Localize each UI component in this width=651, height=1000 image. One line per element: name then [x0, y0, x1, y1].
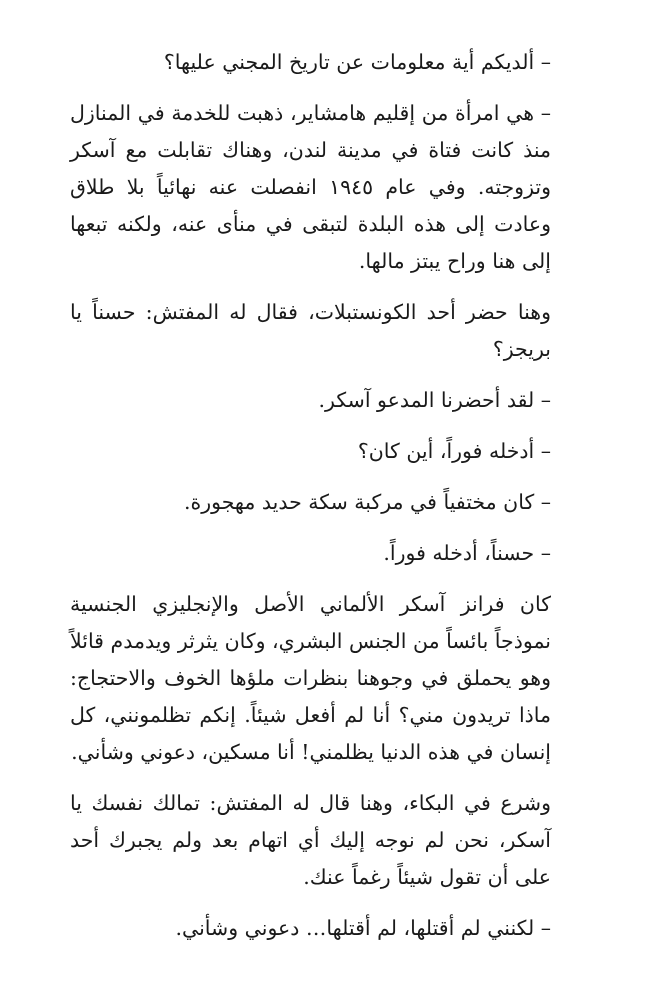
book-page — [70, 44, 587, 980]
narrative-paragraph: كان فرانز آسكر الألماني الأصل والإنجليزي الجنسية نموذجاً بائساً من الجنس البشري، وكان يثرثر ويدمدم قائلاً وهو يحملق في وجوهنا بنظرات ملؤها الخوف والاحتجاج: ماذا تريدون مني؟ أنا لم أفعل شيئاً. إنكم تظلمونني، كل إنسان في هذه الدنيا يظلمني! أنا مسكين، دعوني وشأني. — [70, 592, 551, 764]
dialog-paragraph: – لقد أحضرنا المدعو آسكر. — [318, 388, 551, 412]
dialog-paragraph: – كان مختفياً في مركبة سكة حديد مهجورة. — [183, 490, 551, 514]
dialog-paragraph: – أدخله فوراً، أين كان؟ — [357, 439, 551, 463]
narrative-paragraph: وهنا حضر أحد الكونستبلات، فقال له المفتش: حسناً يا بريجز؟ — [70, 300, 551, 361]
dialog-paragraph: – هي امرأة من إقليم هامشاير، ذهبت للخدمة في المنازل منذ كانت فتاة في مدينة لندن، وهناك تقابلت مع آسكر وتزوجته. وفي عام ١٩٤٥ انفصلت عنه نهائياً بلا طلاق وعادت إلى هذه البلدة لتبقى في منأى عنه، ولكنه تبعها إلى هنا وراح يبتز مالها. — [70, 101, 551, 273]
narrative-paragraph: وشرع في البكاء، وهنا قال له المفتش: تمالك نفسك يا آسكر، نحن لم نوجه إليك أي اتهام بعد ولم يجبرك أحد على أن تقول شيئاً رغماً عنك. — [70, 791, 551, 889]
dialog-paragraph: – حسناً، أدخله فوراً. — [383, 541, 551, 565]
dialog-paragraph: – ألديكم أية معلومات عن تاريخ المجني عليها؟ — [163, 50, 551, 74]
dialog-paragraph: – لكنني لم أقتلها، لم أقتلها… دعوني وشأني. — [175, 916, 551, 940]
